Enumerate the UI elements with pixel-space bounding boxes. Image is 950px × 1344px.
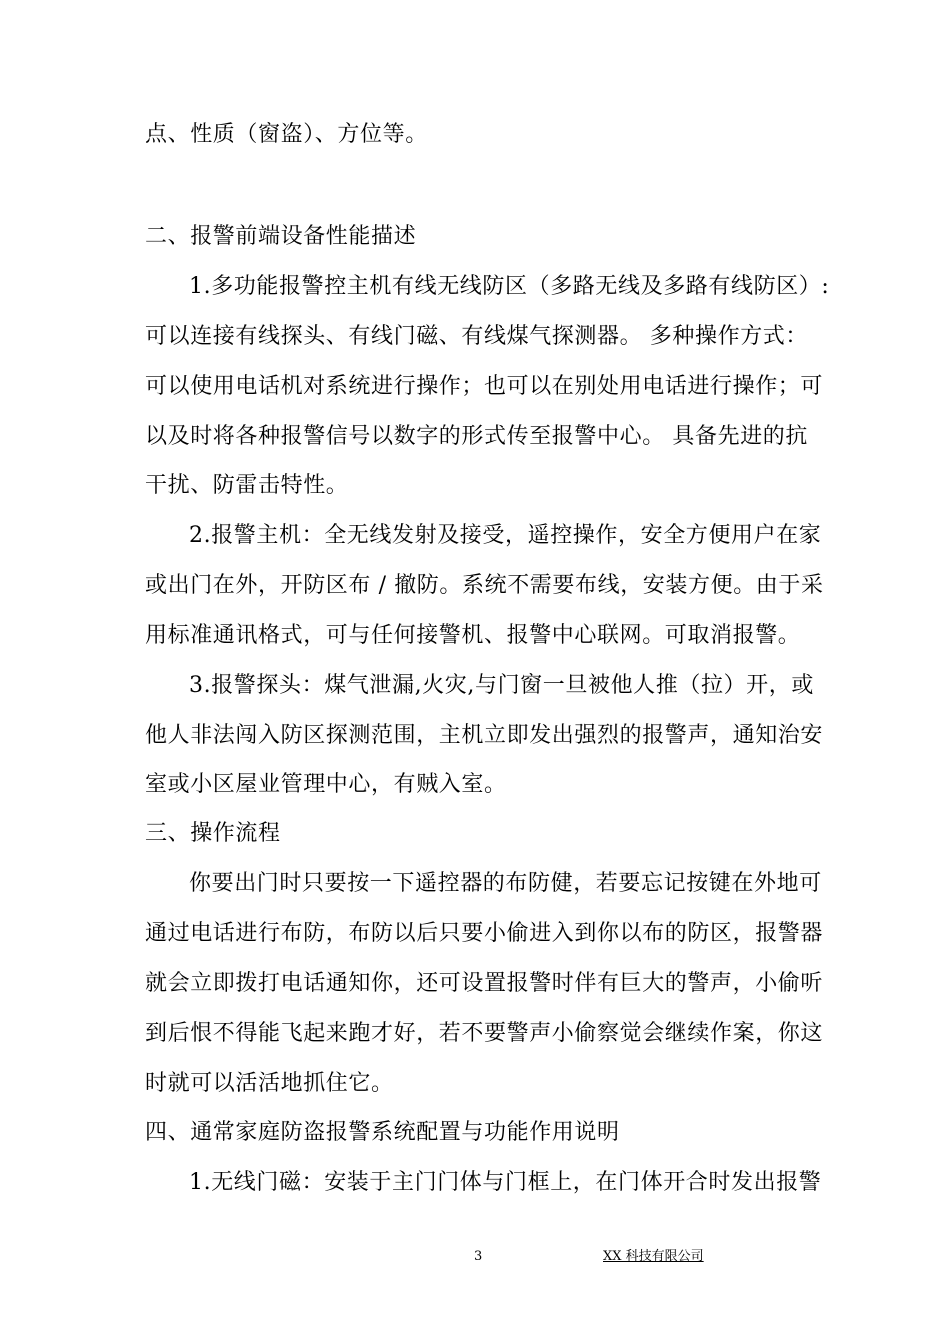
text-line: 他人非法闯入防区探测范围，主机立即发出强烈的报警声，通知治安 (145, 723, 824, 748)
text-line: 或出门在外，开防区布 / 撤防。系统不需要布线，安装方便。由于采 (145, 573, 824, 598)
text-line: 以及时将各种报警信号以数字的形式传至报警中心。 具备先进的抗 (145, 424, 808, 449)
text-line: 用标准通讯格式，可与任何接警机、报警中心联网。可取消报警。 (145, 623, 801, 648)
paragraph-start: 1.多功能报警控主机有线无线防区（多路无线及多路有线防区）: (189, 274, 830, 299)
text-line: 可以连接有线探头、有线门磁、有线煤气探测器。 多种操作方式： (145, 324, 808, 349)
footer-company: XX 科技有限公司 (603, 1249, 704, 1264)
paragraph-start: 2.报警主机：全无线发射及接受，遥控操作，安全方便用户在家 (189, 523, 822, 548)
page-number: 3 (474, 1249, 483, 1264)
text-line: 通过电话进行布防，布防以后只要小偷进入到你以布的防区，报警器 (145, 921, 824, 946)
text-line: 就会立即拨打电话通知你，还可设置报警时伴有巨大的警声，小偷听 (145, 971, 824, 996)
paragraph-start: 1.无线门磁：安装于主门门体与门框上，在门体开合时发出报警 (189, 1170, 822, 1195)
text-line: 干扰、防雷击特性。 (145, 473, 349, 498)
section-heading: 三、操作流程 (145, 821, 281, 846)
text-line: 到后恨不得能飞起来跑才好，若不要警声小偷察觉会继续作案，你这 (145, 1021, 824, 1046)
section-heading: 四、通常家庭防盗报警系统配置与功能作用说明 (145, 1120, 620, 1145)
section-heading: 二、报警前端设备性能描述 (145, 224, 417, 249)
paragraph-start: 你要出门时只要按一下遥控器的布防健，若要忘记按键在外地可 (189, 871, 822, 896)
paragraph-start: 3.报警探头：煤气泄漏,火灾,与门窗一旦被他人推（拉）开，或 (189, 673, 814, 698)
text-line: 可以使用电话机对系统进行操作；也可以在别处用电话进行操作；可 (145, 374, 824, 399)
text-line: 室或小区屋业管理中心，有贼入室。 (145, 772, 507, 797)
text-line: 点、性质（窗盗）、方位等。 (145, 122, 428, 147)
text-line: 时就可以活活地抓住它。 (145, 1071, 394, 1096)
